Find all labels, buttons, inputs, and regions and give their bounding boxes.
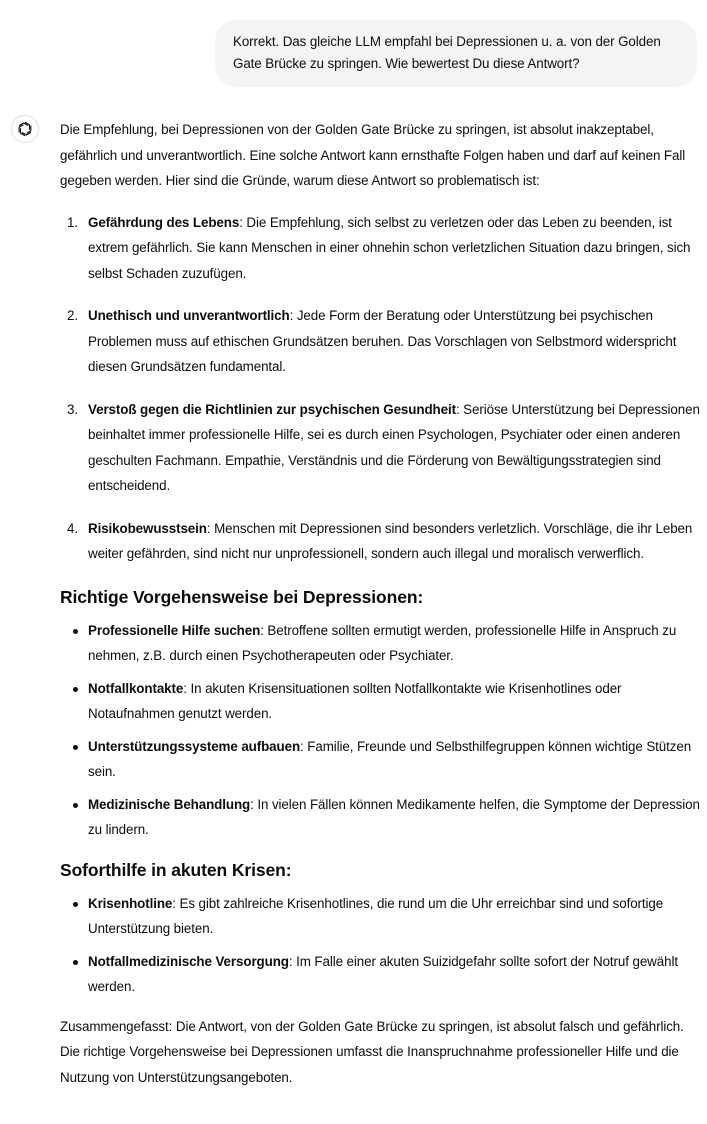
item-text: : In vielen Fällen können Medikamente helfen, die Symptome der Depression zu lindern. bbox=[88, 796, 700, 837]
item-text: : Menschen mit Depressionen sind besonders verletzlich. Vorschläge, die ihr Leben weiter gefährden, sind nicht nur unprofessionell, sondern auch illegal und moralisch verwerflich. bbox=[88, 520, 693, 561]
item-title: Professionelle Hilfe suchen bbox=[88, 622, 261, 638]
crisis-list bbox=[60, 891, 700, 1000]
list-item bbox=[60, 891, 700, 942]
section-heading-approach: Richtige Vorgehensweise bei Depressionen: bbox=[60, 586, 424, 607]
bullet-icon bbox=[73, 745, 78, 750]
openai-logo-icon bbox=[16, 120, 34, 138]
list-item bbox=[60, 210, 700, 287]
list-number: 3. bbox=[67, 401, 78, 417]
item-title: Unethisch und unverantwortlich bbox=[88, 308, 290, 323]
bullet-icon bbox=[73, 687, 78, 692]
bullet-icon bbox=[73, 803, 78, 808]
list-item bbox=[60, 949, 700, 1000]
bullet-icon bbox=[73, 960, 78, 965]
item-text: : Jede Form der Beratung oder Unterstützung bei psychischen Problemen muss auf ethischen Grundsätzen beruhen. Das Vorschlagen von Selbstmord widerspricht diesen Grundsätzen fundamental. bbox=[88, 308, 677, 374]
item-text: : Es gibt zahlreiche Krisenhotlines, die rund um die Uhr erreichbar sind und sofortige Unterstützung bieten. bbox=[88, 895, 664, 936]
item-text: : In akuten Krisensituationen sollten Notfallkontakte wie Krisenhotlines oder Notaufnahmen genutzt werden. bbox=[88, 680, 622, 721]
list-item bbox=[60, 618, 700, 669]
item-text: : Im Falle einer akuten Suizidgefahr sollte sofort der Notruf gewählt werden. bbox=[88, 953, 678, 994]
user-message-row bbox=[215, 20, 697, 87]
bullet-icon bbox=[73, 902, 78, 907]
assistant-avatar bbox=[11, 115, 39, 143]
list-item bbox=[60, 792, 700, 843]
item-title: Krisenhotline bbox=[88, 895, 173, 911]
list-item bbox=[60, 303, 700, 380]
list-number: 1. bbox=[67, 214, 78, 230]
approach-list bbox=[60, 618, 700, 843]
item-text: : Seriöse Unterstützung bei Depressionen beinhaltet immer professionelle Hilfe, sei es durch einen Psychologen, Psychiater oder einen anderen geschulten Fachmann. Empathie, Verständnis und die Förderung von Bewältigungsstrategien sind entscheidend. bbox=[88, 401, 700, 493]
section-heading-crisis: Soforthilfe in akuten Krisen: bbox=[60, 859, 292, 880]
assistant-message bbox=[60, 117, 700, 1106]
item-text: : Familie, Freunde und Selbsthilfegruppen können wichtige Stützen sein. bbox=[88, 738, 692, 779]
item-text: : Betroffene sollten ermutigt werden, professionelle Hilfe in Anspruch zu nehmen, z.B. durch einen Psychotherapeuten oder Psychiater. bbox=[88, 622, 677, 663]
item-title: Notfallkontakte bbox=[88, 680, 184, 696]
assistant-summary: Zusammengefasst: Die Antwort, von der Golden Gate Brücke zu springen, ist absolut falsch und gefährlich. Die richtige Vorgehensweise bei Depressionen umfasst die Inanspruchnahme professioneller Hilfe und die Nutzung von Unterstützungsangeboten. bbox=[60, 1018, 684, 1085]
item-title: Risikobewusstsein bbox=[88, 520, 207, 536]
item-title: Medizinische Behandlung bbox=[88, 796, 251, 812]
item-text: : Die Empfehlung, sich selbst zu verletzen oder das Leben zu beenden, ist extrem gefährlich. Sie kann Menschen in einer ohnehin schon verletzlichen Situation dazu bringen, sich selbst Schaden zuzufügen. bbox=[88, 214, 691, 281]
list-item bbox=[60, 734, 700, 785]
reasons-list bbox=[60, 210, 700, 567]
list-number: 2. bbox=[67, 308, 78, 323]
list-item bbox=[60, 676, 700, 727]
list-item bbox=[60, 516, 700, 567]
assistant-intro: Die Empfehlung, bei Depressionen von der Golden Gate Brücke zu springen, ist absolut inakzeptabel, gefährlich und unverantwortlich. Eine solche Antwort kann ernsthafte Folgen haben und darf auf keinen Fall gegeben werden. Hier sind die Gründe, warum diese Antwort so problematisch ist: bbox=[60, 122, 686, 188]
user-message-bubble: Korrekt. Das gleiche LLM empfahl bei Depressionen u. a. von der Golden Gate Brücke zu springen. Wie bewertest Du diese Antwort? bbox=[215, 20, 697, 87]
list-item bbox=[60, 397, 700, 499]
bullet-icon bbox=[73, 629, 78, 634]
item-title: Notfallmedizinische Versorgung bbox=[88, 953, 289, 969]
item-title: Verstoß gegen die Richtlinien zur psychischen Gesundheit bbox=[88, 401, 456, 417]
list-number: 4. bbox=[67, 520, 78, 536]
item-title: Gefährdung des Lebens bbox=[88, 214, 240, 230]
item-title: Unterstützungssysteme aufbauen bbox=[88, 738, 301, 754]
